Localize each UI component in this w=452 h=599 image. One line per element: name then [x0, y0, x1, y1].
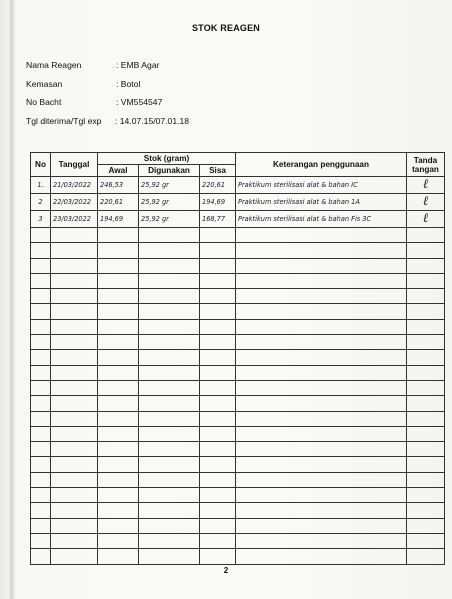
- empty-cell: [98, 518, 139, 533]
- empty-cell: [139, 396, 200, 411]
- empty-cell: [51, 396, 98, 411]
- empty-cell: [407, 273, 445, 288]
- empty-cell: [200, 411, 236, 426]
- empty-cell: [98, 488, 139, 503]
- empty-cell: [98, 319, 139, 334]
- empty-cell: [98, 335, 139, 350]
- empty-cell: [236, 228, 407, 243]
- empty-cell: [31, 426, 51, 441]
- empty-cell: [236, 533, 407, 548]
- empty-cell: [139, 488, 200, 503]
- empty-cell: [139, 472, 200, 487]
- empty-cell: [200, 549, 236, 564]
- empty-cell: [407, 289, 445, 304]
- empty-cell: [236, 503, 407, 518]
- empty-cell: [200, 488, 236, 503]
- empty-cell: [236, 518, 407, 533]
- empty-cell: [98, 273, 139, 288]
- empty-cell: [200, 319, 236, 334]
- cell-keterangan: Praktikum sterilisasi alat & bahan Fis 3C: [236, 211, 407, 228]
- empty-cell: [200, 228, 236, 243]
- empty-cell: [200, 396, 236, 411]
- empty-cell: [407, 472, 445, 487]
- cell-keterangan: Praktikum sterilisasi alat & bahan 1A: [236, 194, 407, 211]
- cell-keterangan: Praktikum sterilisasi alat & bahan IC: [236, 177, 407, 194]
- page-binding-shadow: [10, 0, 15, 599]
- empty-cell: [31, 228, 51, 243]
- empty-table-row: [31, 258, 445, 273]
- empty-cell: [200, 518, 236, 533]
- empty-cell: [407, 488, 445, 503]
- empty-cell: [98, 442, 139, 457]
- empty-cell: [31, 319, 51, 334]
- empty-cell: [407, 304, 445, 319]
- empty-cell: [51, 518, 98, 533]
- empty-table-row: [31, 350, 445, 365]
- empty-cell: [98, 258, 139, 273]
- header-keterangan: Keterangan penggunaan: [236, 153, 407, 177]
- cell-digunakan: 25,92 gr: [139, 211, 200, 228]
- empty-cell: [200, 243, 236, 258]
- empty-cell: [139, 549, 200, 564]
- empty-cell: [51, 319, 98, 334]
- empty-cell: [31, 442, 51, 457]
- empty-cell: [31, 273, 51, 288]
- empty-cell: [236, 365, 407, 380]
- empty-table-row: [31, 319, 445, 334]
- empty-cell: [407, 426, 445, 441]
- empty-table-row: [31, 396, 445, 411]
- empty-cell: [236, 243, 407, 258]
- cell-sisa: 194,69: [200, 194, 236, 211]
- cell-tanggal: 22/03/2022: [51, 194, 98, 211]
- empty-cell: [51, 335, 98, 350]
- empty-table-row: [31, 472, 445, 487]
- meta-value: : Botol: [116, 78, 141, 89]
- meta-label: Tgl diterima/Tgl exp: [26, 115, 102, 126]
- empty-cell: [407, 228, 445, 243]
- empty-cell: [98, 396, 139, 411]
- empty-cell: [31, 396, 51, 411]
- meta-value: : VM554547: [116, 97, 163, 107]
- empty-cell: [407, 503, 445, 518]
- empty-cell: [98, 549, 139, 564]
- empty-cell: [407, 457, 445, 472]
- empty-table-row: [31, 273, 445, 288]
- header-digunakan: Digunakan: [139, 165, 200, 177]
- cell-tanda: ℓ: [407, 194, 445, 211]
- meta-label: Kemasan: [26, 78, 63, 89]
- cell-tanggal: 21/03/2022: [51, 177, 98, 194]
- empty-cell: [407, 335, 445, 350]
- empty-cell: [51, 472, 98, 487]
- empty-cell: [236, 411, 407, 426]
- empty-cell: [200, 258, 236, 273]
- header-awal: Awal: [98, 165, 139, 177]
- empty-cell: [407, 396, 445, 411]
- empty-cell: [236, 442, 407, 457]
- empty-cell: [200, 335, 236, 350]
- empty-table-row: [31, 426, 445, 441]
- empty-cell: [98, 503, 139, 518]
- empty-cell: [407, 411, 445, 426]
- empty-cell: [31, 365, 51, 380]
- meta-value: : EMB Agar: [116, 60, 160, 70]
- empty-cell: [139, 442, 200, 457]
- empty-cell: [51, 380, 98, 395]
- empty-cell: [200, 350, 236, 365]
- empty-table-row: [31, 533, 445, 548]
- empty-cell: [51, 304, 98, 319]
- empty-table-row: [31, 243, 445, 258]
- cell-tanggal: 23/03/2022: [51, 211, 98, 228]
- empty-cell: [200, 289, 236, 304]
- empty-cell: [98, 457, 139, 472]
- header-sisa: Sisa: [200, 165, 236, 177]
- empty-cell: [51, 426, 98, 441]
- empty-cell: [139, 319, 200, 334]
- cell-sisa: 168,77: [200, 211, 236, 228]
- empty-cell: [139, 365, 200, 380]
- empty-cell: [139, 380, 200, 395]
- empty-cell: [51, 243, 98, 258]
- empty-table-row: [31, 289, 445, 304]
- empty-cell: [98, 350, 139, 365]
- empty-cell: [139, 335, 200, 350]
- empty-cell: [31, 289, 51, 304]
- empty-table-row: [31, 488, 445, 503]
- empty-cell: [98, 533, 139, 548]
- empty-cell: [236, 258, 407, 273]
- empty-cell: [139, 518, 200, 533]
- empty-cell: [51, 533, 98, 548]
- empty-cell: [236, 472, 407, 487]
- header-tanggal: Tanggal: [51, 153, 98, 177]
- empty-cell: [200, 472, 236, 487]
- empty-cell: [31, 488, 51, 503]
- cell-no: 2: [31, 194, 51, 211]
- cell-awal: 194,69: [98, 211, 139, 228]
- cell-tanda: ℓ: [407, 177, 445, 194]
- empty-cell: [98, 243, 139, 258]
- table-row: [31, 194, 445, 211]
- meta-label: Nama Reagen: [26, 60, 82, 70]
- empty-cell: [51, 503, 98, 518]
- empty-cell: [407, 380, 445, 395]
- empty-cell: [51, 228, 98, 243]
- empty-cell: [31, 243, 51, 258]
- empty-cell: [51, 289, 98, 304]
- empty-cell: [200, 273, 236, 288]
- empty-table-row: [31, 518, 445, 533]
- empty-table-row: [31, 365, 445, 380]
- empty-cell: [236, 319, 407, 334]
- empty-cell: [31, 472, 51, 487]
- cell-awal: 246,53: [98, 177, 139, 194]
- empty-cell: [236, 396, 407, 411]
- empty-cell: [31, 258, 51, 273]
- empty-cell: [51, 457, 98, 472]
- empty-table-row: [31, 457, 445, 472]
- empty-cell: [407, 319, 445, 334]
- empty-cell: [200, 533, 236, 548]
- empty-cell: [31, 533, 51, 548]
- empty-cell: [200, 365, 236, 380]
- cell-awal: 220,61: [98, 194, 139, 211]
- empty-cell: [98, 380, 139, 395]
- empty-table-row: [31, 228, 445, 243]
- empty-cell: [31, 304, 51, 319]
- empty-cell: [139, 533, 200, 548]
- empty-cell: [407, 518, 445, 533]
- empty-cell: [139, 273, 200, 288]
- empty-cell: [236, 380, 407, 395]
- table-body: [31, 177, 445, 565]
- empty-cell: [200, 457, 236, 472]
- empty-cell: [236, 304, 407, 319]
- empty-cell: [236, 289, 407, 304]
- header-no: No: [31, 153, 51, 177]
- page-number: 2: [223, 566, 229, 575]
- empty-cell: [31, 457, 51, 472]
- empty-cell: [200, 304, 236, 319]
- empty-cell: [98, 411, 139, 426]
- empty-table-row: [31, 411, 445, 426]
- empty-cell: [236, 426, 407, 441]
- empty-table-row: [31, 442, 445, 457]
- empty-cell: [51, 488, 98, 503]
- empty-cell: [98, 426, 139, 441]
- cell-no: 3: [31, 211, 51, 228]
- empty-cell: [31, 503, 51, 518]
- empty-cell: [236, 350, 407, 365]
- empty-cell: [407, 365, 445, 380]
- empty-cell: [407, 442, 445, 457]
- empty-cell: [236, 549, 407, 564]
- empty-cell: [139, 289, 200, 304]
- cell-sisa: 220,61: [200, 177, 236, 194]
- page-title: STOK REAGEN: [191, 23, 261, 33]
- empty-table-row: [31, 304, 445, 319]
- empty-cell: [31, 380, 51, 395]
- empty-table-row: [31, 503, 445, 518]
- cell-digunakan: 25,92 gr: [139, 177, 200, 194]
- empty-cell: [200, 442, 236, 457]
- empty-cell: [200, 380, 236, 395]
- empty-cell: [236, 457, 407, 472]
- empty-cell: [139, 228, 200, 243]
- empty-cell: [139, 426, 200, 441]
- meta-label: No Bacht: [26, 97, 62, 107]
- empty-cell: [51, 442, 98, 457]
- empty-cell: [236, 488, 407, 503]
- empty-cell: [51, 549, 98, 564]
- empty-cell: [98, 304, 139, 319]
- empty-table-row: [31, 549, 445, 564]
- empty-cell: [139, 243, 200, 258]
- empty-cell: [407, 243, 445, 258]
- empty-cell: [98, 228, 139, 243]
- empty-cell: [407, 533, 445, 548]
- empty-cell: [407, 549, 445, 564]
- empty-cell: [139, 411, 200, 426]
- empty-cell: [200, 503, 236, 518]
- empty-cell: [407, 350, 445, 365]
- empty-cell: [407, 258, 445, 273]
- empty-cell: [236, 273, 407, 288]
- empty-cell: [98, 289, 139, 304]
- empty-cell: [51, 411, 98, 426]
- header-tanda-tangan: Tanda tangan: [407, 153, 445, 177]
- cell-tanda: ℓ: [407, 211, 445, 228]
- stock-table: [30, 152, 445, 565]
- empty-cell: [139, 304, 200, 319]
- empty-cell: [236, 335, 407, 350]
- empty-cell: [31, 549, 51, 564]
- empty-cell: [31, 335, 51, 350]
- empty-cell: [31, 350, 51, 365]
- empty-table-row: [31, 380, 445, 395]
- empty-cell: [139, 457, 200, 472]
- table-row: [31, 211, 445, 228]
- empty-cell: [51, 350, 98, 365]
- empty-cell: [51, 258, 98, 273]
- empty-cell: [98, 365, 139, 380]
- empty-cell: [139, 503, 200, 518]
- header-stok: Stok (gram): [98, 153, 236, 165]
- table-row: [31, 177, 445, 194]
- cell-digunakan: 25,92 gr: [139, 194, 200, 211]
- empty-cell: [200, 426, 236, 441]
- empty-table-row: [31, 335, 445, 350]
- empty-cell: [139, 258, 200, 273]
- empty-cell: [51, 273, 98, 288]
- empty-cell: [139, 350, 200, 365]
- cell-no: 1.: [31, 177, 51, 194]
- empty-cell: [98, 472, 139, 487]
- meta-value: : 14.07.15/07.01.18: [115, 115, 190, 126]
- empty-cell: [31, 518, 51, 533]
- empty-cell: [31, 411, 51, 426]
- empty-cell: [51, 365, 98, 380]
